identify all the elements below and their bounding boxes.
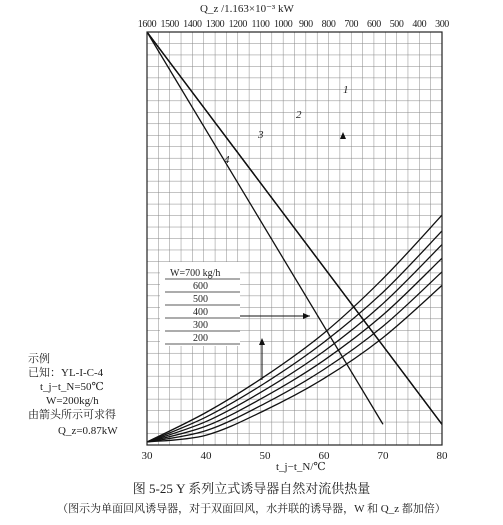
top-tick-label: 1600 [137,19,157,30]
flow-label-box [160,262,240,346]
figure-caption: 图 5-25 Y 系列立式诱导器自然对流供热量 [132,481,371,496]
top-tick-label: 900 [298,19,313,30]
model-line-label: 2 [296,109,302,121]
bottom-tick-label: 60 [318,450,330,462]
bottom-tick-label: 70 [377,450,389,462]
bottom-tick-label: 40 [200,450,212,462]
top-tick-label: 400 [412,19,427,30]
top-tick-label: 500 [389,19,404,30]
chart-grid [147,32,442,445]
top-tick-label: 600 [367,19,381,30]
top-tick-label: 700 [344,19,359,30]
top-axis-label: Q_z /1.163×10⁻³ kW [200,3,294,15]
example-result: Q_z=0.87kW [58,425,118,437]
model-line-label: 4 [224,154,230,166]
top-tick-label: 1500 [160,19,179,30]
flow-label: 200 [193,333,208,344]
top-tick-label: 300 [435,19,449,30]
bottom-tick-label: 50 [259,450,271,462]
flow-label: 400 [193,307,208,318]
example-given: 已知：YL-I-C-4 [28,367,104,379]
bottom-tick-label: 80 [436,450,448,462]
top-tick-label: 800 [321,19,336,30]
flow-label: 600 [193,281,208,292]
top-tick-label: 1300 [205,19,225,30]
top-tick-label: 1000 [273,19,293,30]
top-tick-label: 1100 [251,19,270,30]
bottom-tick-label: 30 [141,450,153,462]
model-line-label: 1 [343,84,349,96]
model-line-label: 3 [258,129,264,141]
top-tick-label: 1400 [183,19,202,30]
example-title: 示例 [28,353,50,365]
example-arrow-head-h [303,313,310,319]
example-temp: t_j−t_N=50℃ [40,381,104,393]
flow-label: 300 [193,320,208,331]
example-arrow-text: 由箭头所示可求得 [28,409,116,421]
flow-label: W=700 kg/h [170,268,221,279]
top-tick-label: 1200 [228,19,247,30]
flow-label: 500 [193,294,208,305]
example-flow: W=200kg/h [46,395,99,407]
bottom-axis-label: t_j−t_N/℃ [276,461,326,473]
figure-note: （图示为单面回风诱导器，对于双面回风，水并联的诱导器，W 和 Q_z 都加倍） [57,503,446,515]
